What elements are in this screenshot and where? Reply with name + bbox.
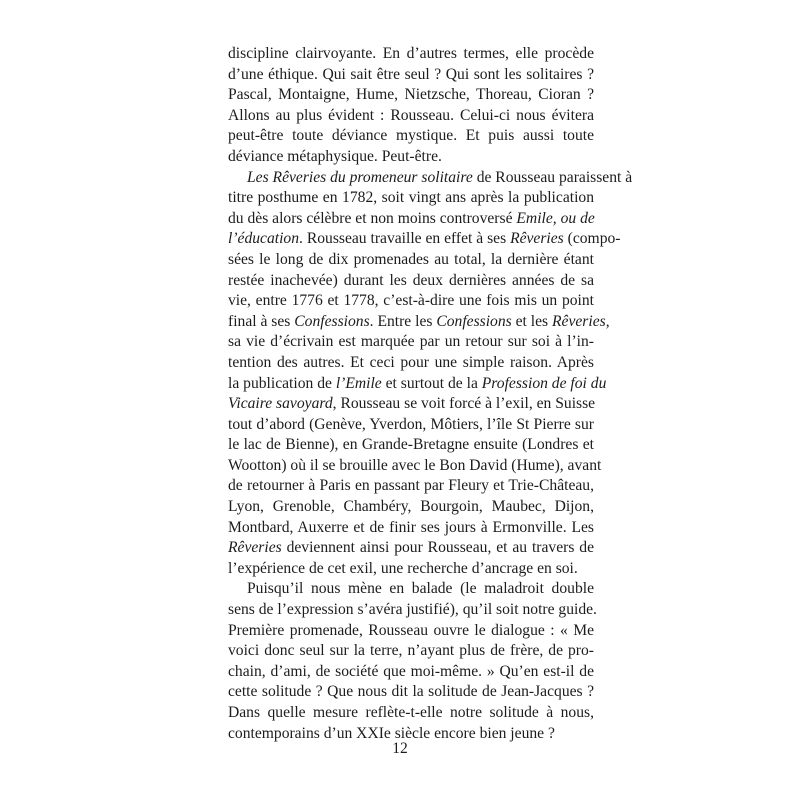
text-line xyxy=(228,456,602,477)
text-line xyxy=(228,168,633,189)
text-run: l’expérience de cet exil, une recherche d’ancrage en soi. xyxy=(228,559,578,577)
text-line xyxy=(228,559,594,580)
text-line xyxy=(228,682,594,703)
text-run: le lac de Bienne), en Grande-Bretagne ensuite (Londres et xyxy=(228,436,594,454)
text-run: Montbard, Auxerre et de finir ses jours à Ermonville. Les xyxy=(228,518,594,536)
italic-title: Emile, ou de xyxy=(516,209,595,227)
text-line xyxy=(228,476,594,497)
text-run: vie, entre 1776 et 1778, c’est-à-dire une fois mis un point xyxy=(228,292,594,310)
italic-title: l’éducation xyxy=(228,230,300,248)
book-page-text xyxy=(228,44,633,744)
italic-title: l’Emile xyxy=(335,374,382,392)
text-run: Première promenade, Rousseau ouvre le dialogue : « Me xyxy=(228,621,594,639)
text-run: chain, d’ami, de société que moi-même. » Qu’en est-il de xyxy=(228,662,594,680)
text-run: discipline clairvoyante. En d’autres termes, elle procède xyxy=(228,45,594,62)
text-run: d’une éthique. Qui sait être seul ? Qui sont les solitaires ? xyxy=(228,65,594,83)
text-line xyxy=(228,188,594,209)
paragraph-1 xyxy=(228,44,594,168)
text-run: cette solitude ? Que nous dit la solitude de Jean-Jacques ? xyxy=(228,683,594,701)
text-run: restée inachevée) durant les deux dernières années de sa xyxy=(228,271,594,289)
italic-title: Confessions xyxy=(436,312,512,330)
page-number: 12 xyxy=(392,740,408,757)
text-line xyxy=(228,374,607,395)
text-run: de retourner à Paris en passant par Fleury et Trie-Château, xyxy=(228,477,594,495)
italic-title: Vicaire savoyard xyxy=(228,395,333,413)
text-run: sens de l’expression s’avéra justifié), qu’il soit notre guide. xyxy=(228,601,597,619)
text-run: Allons au plus évident : Rousseau. Celui-ci nous évitera xyxy=(228,106,594,124)
text-line xyxy=(228,621,594,642)
text-line xyxy=(228,126,594,147)
text-line xyxy=(228,332,594,353)
italic-title: Rêveries xyxy=(228,539,282,557)
italic-title: Les Rêveries du promeneur solitaire xyxy=(247,168,473,186)
text-line xyxy=(228,85,594,106)
text-run: contemporains d’un XXIe siècle encore bien jeune ? xyxy=(228,724,555,742)
text-line xyxy=(228,291,594,312)
text-line xyxy=(228,662,594,683)
text-line xyxy=(228,435,594,456)
text-run: Dans quelle mesure reflète-t-elle notre solitude à nous, xyxy=(228,704,594,721)
text-run: . Entre les xyxy=(369,312,437,330)
italic-title: Rêveries xyxy=(510,230,564,248)
text-run: final à ses xyxy=(228,312,295,330)
text-line xyxy=(228,703,594,724)
text-line xyxy=(228,44,594,65)
text-line xyxy=(228,641,594,662)
text-run: sa vie d’écrivain est marquée par un retour sur soi à l’in- xyxy=(228,333,594,351)
text-line xyxy=(228,518,594,539)
text-run: titre posthume en 1782, soit vingt ans après la publication xyxy=(228,189,594,207)
text-run: de Rousseau paraissent à xyxy=(472,168,633,186)
text-run: Wootton) où il se brouille avec le Bon David (Hume), avant xyxy=(228,456,602,474)
text-run: voici donc seul sur la terre, n’ayant plus de frère, de pro- xyxy=(228,642,594,660)
text-run: Lyon, Grenoble, Chambéry, Bourgoin, Maubec, Dijon, xyxy=(228,498,594,516)
text-run: déviance métaphysique. Peut-être. xyxy=(228,147,442,165)
text-line xyxy=(228,250,594,271)
text-run: deviennent ainsi pour Rousseau, et au travers de xyxy=(281,539,594,557)
text-run: peut-être toute déviance mystique. Et puis aussi toute xyxy=(228,127,594,145)
text-line xyxy=(228,579,594,600)
italic-title: Profession de foi du xyxy=(481,374,607,392)
text-run: tout d’abord (Genève, Yverdon, Môtiers, l’île St Pierre sur xyxy=(228,415,594,433)
text-line xyxy=(228,600,597,621)
text-line xyxy=(228,106,594,127)
text-line xyxy=(228,415,594,436)
text-run: , Rousseau se voit forcé à l’exil, en Suisse xyxy=(332,395,596,413)
text-line xyxy=(228,353,594,374)
paragraph-3 xyxy=(228,579,597,744)
text-run: la publication de xyxy=(228,374,336,392)
text-run: et les xyxy=(511,312,553,330)
italic-title: Rêveries xyxy=(552,312,606,330)
text-run: Pascal, Montaigne, Hume, Nietzsche, Thoreau, Cioran ? xyxy=(228,86,594,104)
text-run: tention des autres. Et ceci pour une simple raison. Après xyxy=(228,353,594,371)
text-line xyxy=(228,271,594,292)
text-line xyxy=(228,229,621,250)
text-line xyxy=(228,147,594,168)
body-text xyxy=(228,44,633,744)
text-line xyxy=(228,209,594,230)
text-run: . Rousseau travaille en effet à ses xyxy=(299,230,511,248)
text-line xyxy=(228,497,594,518)
text-run: (compo- xyxy=(563,230,621,248)
text-run: Puisqu’il nous mène en balade (le maladroit double xyxy=(247,580,594,598)
text-run: sées le long de dix promenades au total, la dernière étant xyxy=(228,250,594,268)
text-run: , xyxy=(605,312,610,330)
text-line xyxy=(228,65,594,86)
text-run: du dès alors célèbre et non moins controversé xyxy=(228,209,517,227)
text-line xyxy=(228,538,594,559)
text-line xyxy=(228,312,610,333)
paragraph-2 xyxy=(228,168,633,580)
text-run: et surtout de la xyxy=(381,374,482,392)
text-line xyxy=(228,394,594,415)
italic-title: Confessions xyxy=(294,312,370,330)
